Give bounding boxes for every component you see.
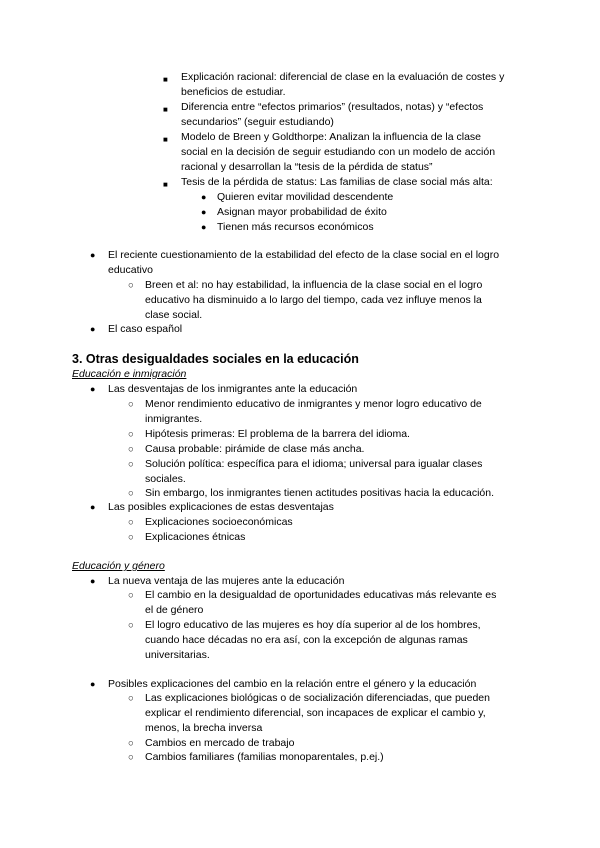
subsection-heading: Educación y género [72,560,165,572]
text-line: universitarias. [145,649,210,661]
disc-bullet-icon: ● [90,384,96,394]
disc-bullet-icon: ● [90,324,96,334]
text-line: sociales. [145,473,186,485]
text-line: beneficios de estudiar. [181,86,286,98]
text-line: Cambios en mercado de trabajo [145,737,295,749]
disc-bullet-icon: ● [201,207,207,217]
list-item: Tienen más recursos económicos [217,221,374,233]
disc-bullet-icon: ● [201,192,207,202]
list-item: Quieren evitar movilidad descendente [217,191,394,203]
list-item: El caso español [108,323,183,335]
text-line: secundarios” (seguir estudiando) [181,116,334,128]
circle-bullet-icon: ○ [128,752,134,763]
text-line: social en la decisión de seguir estudiando con un modelo de acción [181,146,496,158]
text-line: Sin embargo, los inmigrantes tienen actitudes positivas hacia la educación. [145,487,495,499]
circle-bullet-icon: ○ [128,444,134,455]
list-item: Asignan mayor probabilidad de éxito [217,206,387,218]
circle-bullet-icon: ○ [128,429,134,440]
circle-bullet-icon: ○ [128,693,134,704]
disc-bullet-icon: ● [90,250,96,260]
circle-bullet-icon: ○ [128,532,134,543]
text-line: inmigrantes. [145,413,203,425]
text-line: explicar el rendimiento diferencial, son incapaces de explicar el cambio y, [145,707,486,719]
text-line: El cambio en la desigualdad de oportunidades educativas más relevante es [145,589,497,601]
disc-bullet-icon: ● [201,222,207,232]
text-line: menos, la brecha inversa [145,722,263,734]
text-line: El logro educativo de las mujeres es hoy día superior al de los hombres, [145,619,481,631]
text-line: Solución política: específica para el idioma; universal para igualar clases [145,458,483,470]
text-line: Causa probable: pirámide de clase más ancha. [145,443,365,455]
square-bullet-icon: ■ [163,180,168,189]
text-line: educativo [108,264,153,276]
circle-bullet-icon: ○ [128,399,134,410]
square-bullet-icon: ■ [163,135,168,144]
disc-bullet-icon: ● [90,576,96,586]
text-line: El reciente cuestionamiento de la estabilidad del efecto de la clase social en el logro [108,249,500,261]
list-item: Las posibles explicaciones de estas desventajas [108,501,334,513]
disc-bullet-icon: ● [90,502,96,512]
square-bullet-icon: ■ [163,75,168,84]
text-line: Explicaciones étnicas [145,531,246,543]
list-item: Posibles explicaciones del cambio en la relación entre el género y la educación [108,678,477,690]
text-line: Explicación racional: diferencial de clase en la evaluación de costes y [181,71,505,83]
text-line: el de género [145,604,204,616]
text-line: Cambios familiares (familias monoparentales, p.ej.) [145,751,384,763]
text-line: Menor rendimiento educativo de inmigrantes y menor logro educativo de [145,398,482,410]
text-line: racional y desarrollan la “tesis de la pérdida de status” [181,161,433,173]
list-item: Las desventajas de los inmigrantes ante la educación [108,383,358,395]
circle-bullet-icon: ○ [128,738,134,749]
text-line: Modelo de Breen y Goldthorpe: Analizan la influencia de la clase [181,131,482,143]
text-line: Explicaciones socioeconómicas [145,516,293,528]
text-line: Las explicaciones biológicas o de socialización diferenciadas, que pueden [145,692,490,704]
section-heading: 3. Otras desigualdades sociales en la educación [72,352,359,366]
list-item: La nueva ventaja de las mujeres ante la educación [108,575,345,587]
circle-bullet-icon: ○ [128,620,134,631]
disc-bullet-icon: ● [90,679,96,689]
text-line: Tesis de la pérdida de status: Las familias de clase social más alta: [181,176,493,188]
circle-bullet-icon: ○ [128,590,134,601]
text-line: Breen et al: no hay estabilidad, la influencia de la clase social en el logro [145,279,483,291]
circle-bullet-icon: ○ [128,517,134,528]
text-line: Diferencia entre “efectos primarios” (resultados, notas) y “efectos [181,101,484,113]
text-line: cuando hace décadas no era así, con la excepción de algunas ramas [145,634,468,646]
subsection-heading: Educación e inmigración [72,368,187,380]
text-line: Hipótesis primeras: El problema de la barrera del idioma. [145,428,410,440]
square-bullet-icon: ■ [163,105,168,114]
text-line: clase social. [145,309,203,321]
circle-bullet-icon: ○ [128,488,134,499]
circle-bullet-icon: ○ [128,280,134,291]
text-line: educativo ha disminuido a lo largo del tiempo, cada vez influye menos la [145,294,482,306]
circle-bullet-icon: ○ [128,459,134,470]
